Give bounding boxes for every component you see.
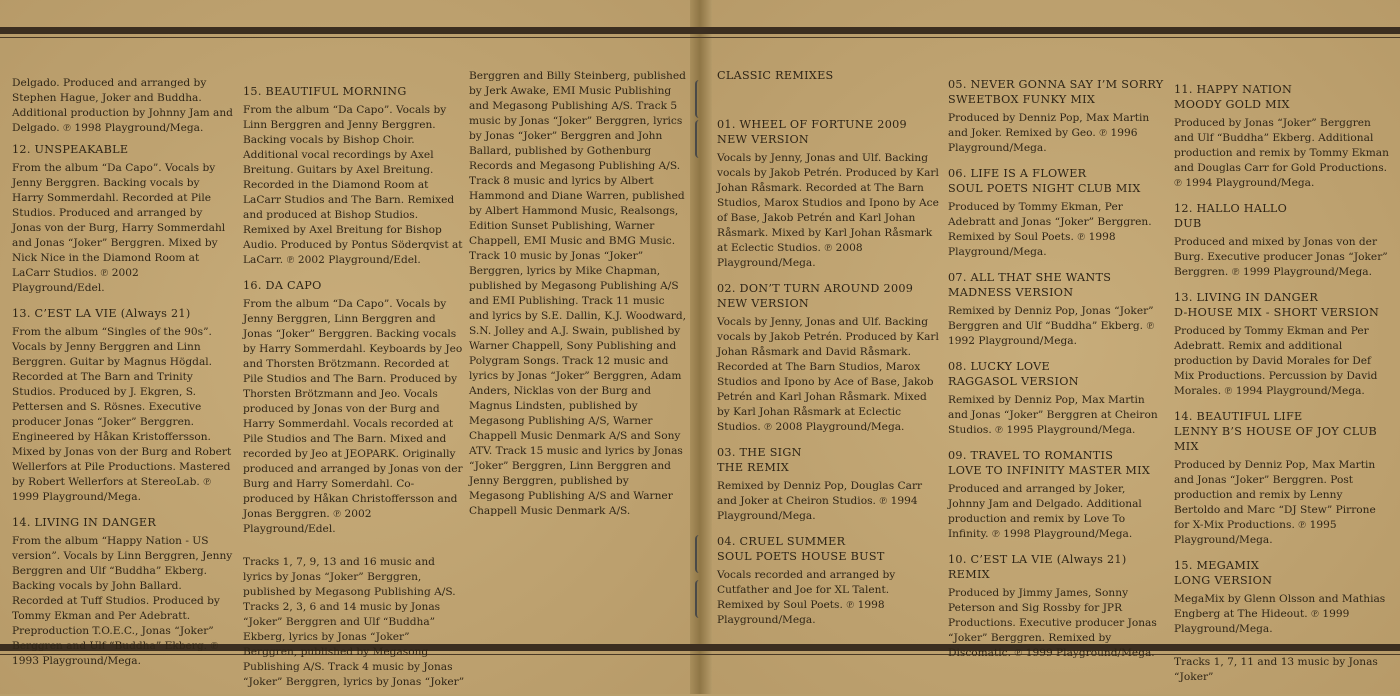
track-title: 16. DA CAPO xyxy=(243,279,322,292)
credits-paragraph: Vocals by Jenny, Jonas and Ulf. Backing vocals by Jakob Petrén. Produced by Karl Johan Råsmark. Recorded at The Barn Studios, Marox Studios and Ipono by Ace of Base, Jakob Petrén and Karl Johan Råsmark. Mixed by Karl Johan Råsmark at Eclectic Studios. ℗ 2008 Playground/Mega. xyxy=(717,152,939,269)
staple-icon xyxy=(695,120,705,158)
track-title: 13. C’EST LA VIE (Always 21) xyxy=(12,307,191,320)
track-title: 05. NEVER GONNA SAY I’M SORRY xyxy=(948,78,1164,91)
credits-paragraph: MegaMix by Glenn Olsson and Mathias Engberg at The Hideout. ℗ 1999 Playground/Mega. xyxy=(1174,593,1386,635)
credits-paragraph: Produced by Denniz Pop, Max Martin and Joker. Remixed by Geo. ℗ 1996 Playground/Mega. xyxy=(948,112,1150,154)
track-version: THE REMIX xyxy=(717,461,790,474)
credits-paragraph: From the album “Singles of the 90s”. Vocals by Jenny Berggren and Linn Berggren. Guitar by Magnus Högdal. Recorded at The Barn and Trinity Studios. Produced by J. Ekgren, S. Pettersen and S. Rösnes. Executive producer Jonas “Joker” Berggren. Engineered by Håkan Kristoffersson. Mixed by Jonas von der Burg and Robert Wellerfors at Pile Productions. Mastered by Robert Wellerfors at StereoLab. ℗ 1999 Playground/Mega. xyxy=(12,326,232,503)
text-column-5 xyxy=(948,67,1164,667)
track-title: 06. LIFE IS A FLOWER xyxy=(948,167,1087,180)
track-title: 02. DON’T TURN AROUND 2009 xyxy=(717,282,914,295)
credits-paragraph: Tracks 1, 7, 11 and 13 music by Jonas “Joker” xyxy=(1174,656,1378,683)
track-heading xyxy=(948,448,1164,478)
track-version: MOODY GOLD MIX xyxy=(1174,98,1290,111)
staple-icon xyxy=(695,580,705,618)
track-version: LOVE TO INFINITY MASTER MIX xyxy=(948,464,1151,477)
track-version: RAGGASOL VERSION xyxy=(948,375,1079,388)
credits-paragraph: Remixed by Denniz Pop, Jonas “Joker” Berggren and Ulf “Buddha” Ekberg. ℗ 1992 Playground/Mega. xyxy=(948,305,1155,347)
credits-paragraph: Tracks 1, 7, 9, 13 and 16 music and lyrics by Jonas “Joker” Berggren, published by Megasong Publishing A/S. Tracks 2, 3, 6 and 14 music by Jonas “Joker” Berggren and Ulf “Buddha” Ekberg, lyrics by Jonas “Joker” Berggren, published by Megasong Publishing A/S. Track 4 music by Jonas “Joker” Berggren, lyrics by Jonas “Joker” xyxy=(243,556,465,688)
track-heading xyxy=(948,270,1164,300)
track-heading xyxy=(12,306,234,321)
credits-paragraph: Produced by Denniz Pop, Max Martin and Jonas “Joker” Berggren. Post production and remix by Lenny Bertoldo and Marc “DJ Stew” Pirrone for X-Mix Productions. ℗ 1995 Playground/Mega. xyxy=(1174,459,1376,546)
track-heading xyxy=(948,552,1164,582)
track-title: 13. LIVING IN DANGER xyxy=(1174,291,1319,304)
track-version: MADNESS VERSION xyxy=(948,286,1074,299)
credits-paragraph: Remixed by Denniz Pop, Douglas Carr and Joker at Cheiron Studios. ℗ 1994 Playground/Mega. xyxy=(717,480,923,522)
track-heading xyxy=(12,515,234,530)
track-title: 12. HALLO HALLO xyxy=(1174,202,1288,215)
track-heading xyxy=(717,445,939,475)
track-version: REMIX xyxy=(948,568,990,581)
track-title: 15. MEGAMIX xyxy=(1174,559,1260,572)
track-heading xyxy=(1174,201,1392,231)
credits-paragraph: Berggren and Billy Steinberg, published by Jerk Awake, EMI Music Publishing and Megasong Publishing A/S. Track 5 music by Jonas “Joker” Berggren, lyrics by Jonas “Joker” Berggren and John Ballard, published by Gothenburg Records and Megasong Publishing A/S. Track 8 music and lyrics by Albert Hammond and Diane Warren, published by Albert Hammond Music, Realsongs, Edition Sunset Publishing, Warner Chappell, EMI Music and BMG Music. Track 10 music by Jonas “Joker” Berggren, lyrics by Mike Chapman, published by Megasong Publishing A/S and EMI Publishing. Track 11 music and lyrics by S.E. Dallin, K.J. Woodward, S.N. Jolley and A.J. Swain, published by Warner Chappell, Sony Publishing and Polygram Songs. Track 12 music and lyrics by Jonas “Joker” Berggren, Adam Anders, Nicklas von der Burg and Magnus Lindsten, published by Megasong Publishing A/S, Warner Chappell Music Denmark A/S and Sony ATV. Track 15 music and lyrics by Jonas “Joker” Berggren, Linn Berggren and Jenny Berggren, published by Megasong Publishing A/S and Warner Chappell Music Denmark A/S. xyxy=(469,70,686,517)
top-rule xyxy=(0,27,1400,34)
text-column-4 xyxy=(717,68,939,634)
credits-paragraph: Vocals recorded and arranged by Cutfather and Joe for XL Talent. Remixed by Soul Poets. ℗ 1998 Playground/Mega. xyxy=(717,569,896,626)
credits-paragraph: Produced by Jonas “Joker” Berggren and Ulf “Buddha” Ekberg. Additional production and remix by Tommy Ekman and Douglas Carr for Gold Productions. ℗ 1994 Playground/Mega. xyxy=(1174,117,1389,189)
staple-icon xyxy=(695,535,705,573)
track-heading xyxy=(243,84,465,99)
credits-paragraph: Produced by Tommy Ekman and Per Adebratt. Remix and additional production by David Morales for Def Mix Productions. Percussion by David Morales. ℗ 1994 Playground/Mega. xyxy=(1174,325,1378,397)
track-heading xyxy=(717,534,939,564)
track-title: 04. CRUEL SUMMER xyxy=(717,535,846,548)
track-title: 10. C’EST LA VIE (Always 21) xyxy=(948,553,1127,566)
credits-paragraph: From the album “Da Capo”. Vocals by Jenny Berggren, Linn Berggren and Jonas “Joker” Berggren. Backing vocals by Harry Sommerdahl. Keyboards by Jeo and Thorsten Brötzmann. Recorded at Pile Studios and The Barn. Produced by Thorsten Brötzmann and Jeo. Vocals produced by Jonas von der Burg and Harry Sommerdahl. Vocals recorded at Pile Studios and The Barn. Mixed and recorded by Jeo at JEOPARK. Originally produced and arranged by Jonas von der Burg and Harry Somerdahl. Co-produced by Håkan Christoffersson and Jonas Berggren. ℗ 2002 Playground/Edel. xyxy=(243,298,463,535)
credits-paragraph: From the album “Da Capo”. Vocals by Linn Berggren and Jenny Berggren. Backing vocals by Bishop Choir. Additional vocal recordings by Axel Breitung. Guitars by Axel Breitung. Recorded in the Diamond Room at LaCarr Studios and The Barn. Remixed and produced at Bishop Studios. Remixed by Axel Breitung for Bishop Audio. Produced by Pontus Söderqvist at LaCarr. ℗ 2002 Playground/Edel. xyxy=(243,104,463,266)
track-title: 11. HAPPY NATION xyxy=(1174,83,1293,96)
section-heading: CLASSIC REMIXES xyxy=(717,69,834,82)
track-title: 15. BEAUTIFUL MORNING xyxy=(243,85,407,98)
track-version: NEW VERSION xyxy=(717,133,810,146)
text-column-6 xyxy=(1174,72,1392,691)
credits-paragraph: Delgado. Produced and arranged by Stephen Hague, Joker and Buddha. Additional production by Johnny Jam and Delgado. ℗ 1998 Playground/Mega. xyxy=(12,77,233,134)
track-version: LENNY B’S HOUSE OF JOY CLUB MIX xyxy=(1174,425,1378,453)
credits-paragraph: Produced and arranged by Joker, Johnny Jam and Delgado. Additional production and remix by Love To Infinity. ℗ 1998 Playground/Mega. xyxy=(948,483,1142,540)
track-heading xyxy=(1174,558,1392,588)
track-title: 09. TRAVEL TO ROMANTIS xyxy=(948,449,1114,462)
track-version: D-HOUSE MIX - SHORT VERSION xyxy=(1174,306,1380,319)
track-version: NEW VERSION xyxy=(717,297,810,310)
track-title: 08. LUCKY LOVE xyxy=(948,360,1051,373)
top-thin-rule xyxy=(0,37,1400,38)
text-column-1 xyxy=(12,76,234,675)
track-version: LONG VERSION xyxy=(1174,574,1273,587)
track-heading xyxy=(12,142,234,157)
credits-paragraph: Vocals by Jenny, Jonas and Ulf. Backing vocals by Jakob Petrén. Produced by Karl Johan Råsmark and David Råsmark. Recorded at The Barn Studios, Marox Studios and Ipono by Ace of Base, Jakob Petrén and Karl Johan Råsmark. Mixed by Karl Johan Råsmark at Eclectic Studios. ℗ 2008 Playground/Mega. xyxy=(717,316,939,433)
credits-paragraph: Remixed by Denniz Pop, Max Martin and Jonas “Joker” Berggren at Cheiron Studios. ℗ 1995 Playground/Mega. xyxy=(948,394,1158,436)
track-heading xyxy=(948,359,1164,389)
text-column-2 xyxy=(243,74,465,696)
track-heading xyxy=(1174,82,1392,112)
paragraph-spacer xyxy=(243,543,465,555)
track-title: 12. UNSPEAKABLE xyxy=(12,143,129,156)
credits-paragraph: From the album “Happy Nation - US version”. Vocals by Linn Berggren, Jenny Berggren and Ulf “Buddha” Ekberg. Backing vocals by John Ballard. Recorded at Tuff Studios. Produced by Tommy Ekman and Per Adebratt. Preproduction T.O.E.C., Jonas “Joker” Berggren and Ulf “Buddha” Ekberg. ℗ 1993 Playground/Mega. xyxy=(12,535,233,667)
track-heading xyxy=(948,77,1164,107)
track-heading xyxy=(1174,290,1392,320)
track-title: 03. THE SIGN xyxy=(717,446,802,459)
track-title: 14. BEAUTIFUL LIFE xyxy=(1174,410,1303,423)
track-title: 14. LIVING IN DANGER xyxy=(12,516,157,529)
track-version: SWEETBOX FUNKY MIX xyxy=(948,93,1096,106)
credits-paragraph: Produced by Jimmy James, Sonny Peterson and Sig Rossby for JPR Productions. Executive producer Jonas “Joker” Berggren. Remixed by Discomatic. ℗ 1999 Playground/Mega. xyxy=(948,587,1157,659)
track-heading xyxy=(717,281,939,311)
track-version: DUB xyxy=(1174,217,1202,230)
track-heading xyxy=(1174,409,1392,454)
track-heading xyxy=(948,166,1164,196)
track-heading xyxy=(717,117,939,147)
track-version: SOUL POETS NIGHT CLUB MIX xyxy=(948,182,1141,195)
credits-paragraph: Produced by Tommy Ekman, Per Adebratt and Jonas “Joker” Berggren. Remixed by Soul Poets. ℗ 1998 Playground/Mega. xyxy=(948,201,1152,258)
paragraph-spacer xyxy=(1174,643,1392,655)
track-heading xyxy=(243,278,465,293)
track-title: 01. WHEEL OF FORTUNE 2009 xyxy=(717,118,907,131)
staple-icon xyxy=(695,80,705,118)
credits-paragraph: Produced and mixed by Jonas von der Burg. Executive producer Jonas “Joker” Berggren. ℗ 1999 Playground/Mega. xyxy=(1174,236,1388,278)
track-version: SOUL POETS HOUSE BUST xyxy=(717,550,885,563)
credits-paragraph: From the album “Da Capo”. Vocals by Jenny Berggren. Backing vocals by Harry Sommerdahl. Recorded at Pile Studios. Produced and arranged by Jonas von der Burg, Harry Sommerdahl and Jonas “Joker” Berggren. Mixed by Nick Nice in the Diamond Room at LaCarr Studios. ℗ 2002 Playground/Edel. xyxy=(12,162,226,294)
text-column-3 xyxy=(469,69,687,525)
track-title: 07. ALL THAT SHE WANTS xyxy=(948,271,1112,284)
